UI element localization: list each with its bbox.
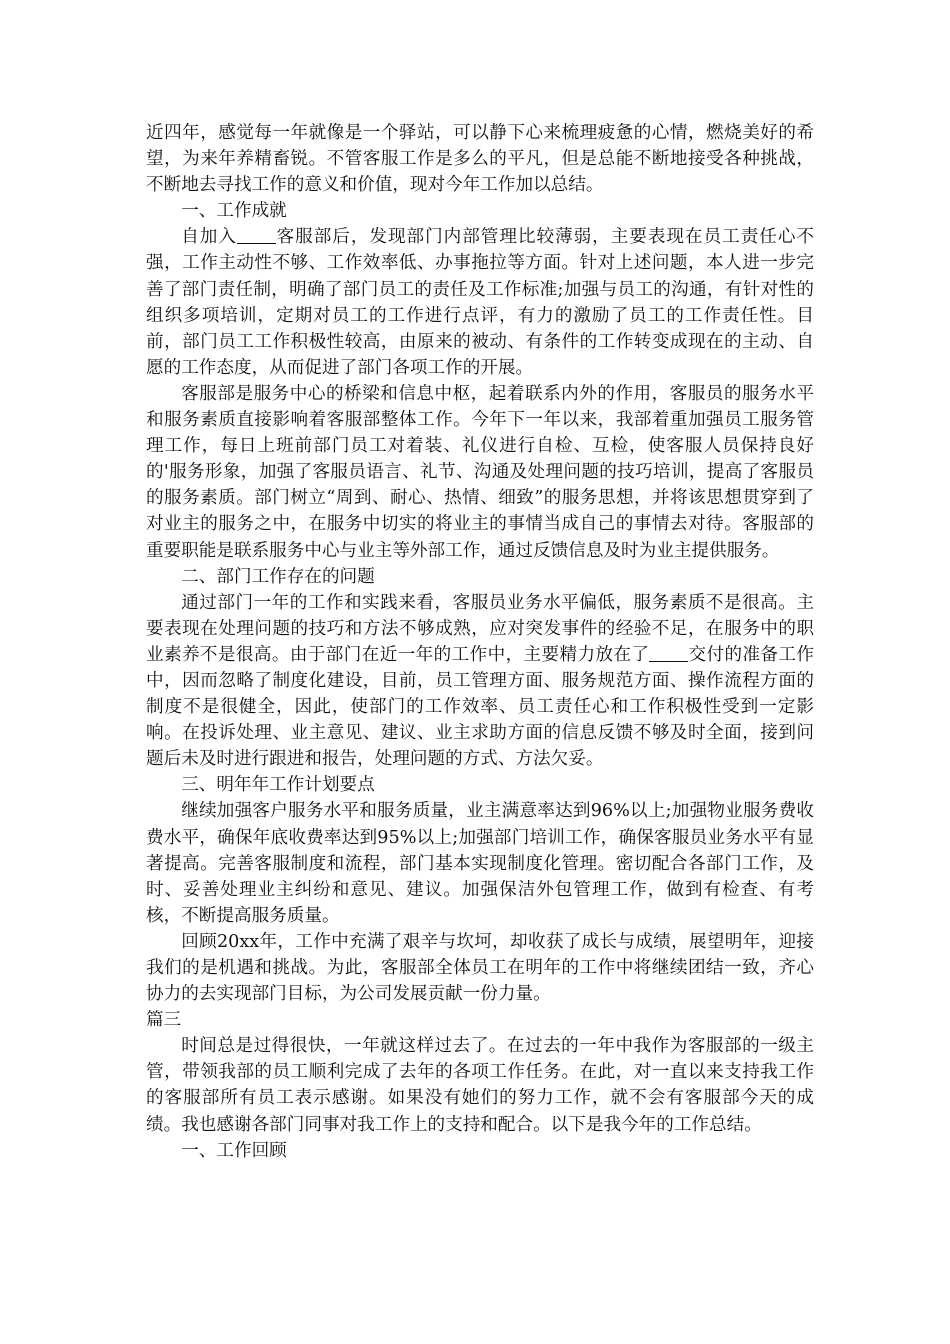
blank-underline: [237, 226, 276, 245]
part-three-label: 篇三: [146, 1010, 182, 1031]
problems-paragraph: [146, 590, 814, 773]
section-heading-plan: 三、明年年工作计划要点: [181, 775, 375, 796]
achievements-paragraph-1: [146, 224, 814, 381]
part-three-paragraph: 时间总是过得很快，一年就这样过去了。在过去的一年中我作为客服部的一级主管，带领我部的员工顺利完成了去年的各项工作任务。在此，对一直以来支持我工作的客服部所有员工表示感谢。如果没有她们的努力工作，就不会有客服部今天的成绩。我也感谢各部门同事对我工作上的支持和配合。以下是我今年的工作总结。: [146, 1036, 814, 1135]
plan-paragraph: 继续加强客户服务水平和服务质量，业主满意率达到96%以上;加强物业服务费收费水平，确保年底收费率达到95%以上;加强部门培训工作，确保客服员业务水平有显著提高。完善客服制度和流程，部门基本实现制度化管理。密切配合各部门工作，及时、妥善处理业主纠纷和意见、建议。加强保洁外包管理工作，做到有检查、有考核，不断提高服务质量。: [146, 801, 814, 926]
section-heading-problems: 二、部门工作存在的问题: [181, 566, 375, 587]
problems-paragraph-rest: 交付的准备工作中，因而忽略了制度化建设，目前，员工管理方面、服务规范方面、操作流程方面的制度不是很健全，因此，使部门的工作效率、员工责任心和工作积极性受到一定影响。在投诉处理、业主意见、建议、业主求助方面的信息反馈不够及时全面，接到问题后未及时进行跟进和报告，处理问题的方式、方法欠妥。: [146, 644, 814, 770]
review-paragraph: 回顾20xx年，工作中充满了艰辛与坎坷，却收获了成长与成绩，展望明年，迎接我们的是机遇和挑战。为此，客服部全体员工在明年的工作中将继续团结一致，齐心协力的去实现部门目标，为公司发展贡献一份力量。: [146, 931, 814, 1005]
document-page: [146, 120, 814, 1164]
section-heading-work-review: 一、工作回顾: [181, 1140, 287, 1161]
achievements-paragraph-1-start: 自加入: [181, 227, 237, 248]
section-heading-achievements: 一、工作成就: [181, 201, 287, 222]
achievements-paragraph-1-rest: 客服部后，发现部门内部管理比较薄弱，主要表现在员工责任心不强，工作主动性不够、工作效率低、办事拖拉等方面。针对上述问题，本人进一步完善了部门责任制，明确了部门员工的责任及工作标准;加强与员工的沟通，有针对性的组织多项培训，定期对员工的工作进行点评，有力的激励了员工的工作责任性。目前，部门员工工作积极性较高，由原来的被动、有条件的工作转变成现在的主动、自愿的工作态度，从而促进了部门各项工作的开展。: [146, 227, 814, 378]
achievements-paragraph-2: 客服部是服务中心的桥梁和信息中枢，起着联系内外的作用，客服员的服务水平和服务素质直接影响着客服部整体工作。今年下一年以来，我部着重加强员工服务管理工作，每日上班前部门员工对着装、礼仪进行自检、互检，使客服人员保持良好的'服务形象，加强了客服员语言、礼节、沟通及处理问题的技巧培训，提高了客服员的服务素质。部门树立“周到、耐心、热情、细致”的服务思想，并将该思想贯穿到了对业主的服务之中，在服务中切实的将业主的事情当成自己的事情去对待。客服部的重要职能是联系服务中心与业主等外部工作，通过反馈信息及时为业主提供服务。: [146, 383, 814, 561]
intro-paragraph: 近四年，感觉每一年就像是一个驿站，可以静下心来梳理疲惫的心情，燃烧美好的希望，为来年养精畜锐。不管客服工作是多么的平凡，但是总能不断地接受各种挑战，不断地去寻找工作的意义和价值，现对今年工作加以总结。: [146, 123, 814, 196]
blank-underline: [649, 643, 688, 662]
problems-paragraph-start: 通过部门一年的工作和实践来看，客服员业务水平偏低，服务素质不是很高。主要表现在处理问题的技巧和方法不够成熟，应对突发事件的经验不足，在服务中的职业素养不是很高。由于部门在近一年的工作中，主要精力放在了: [146, 592, 814, 665]
